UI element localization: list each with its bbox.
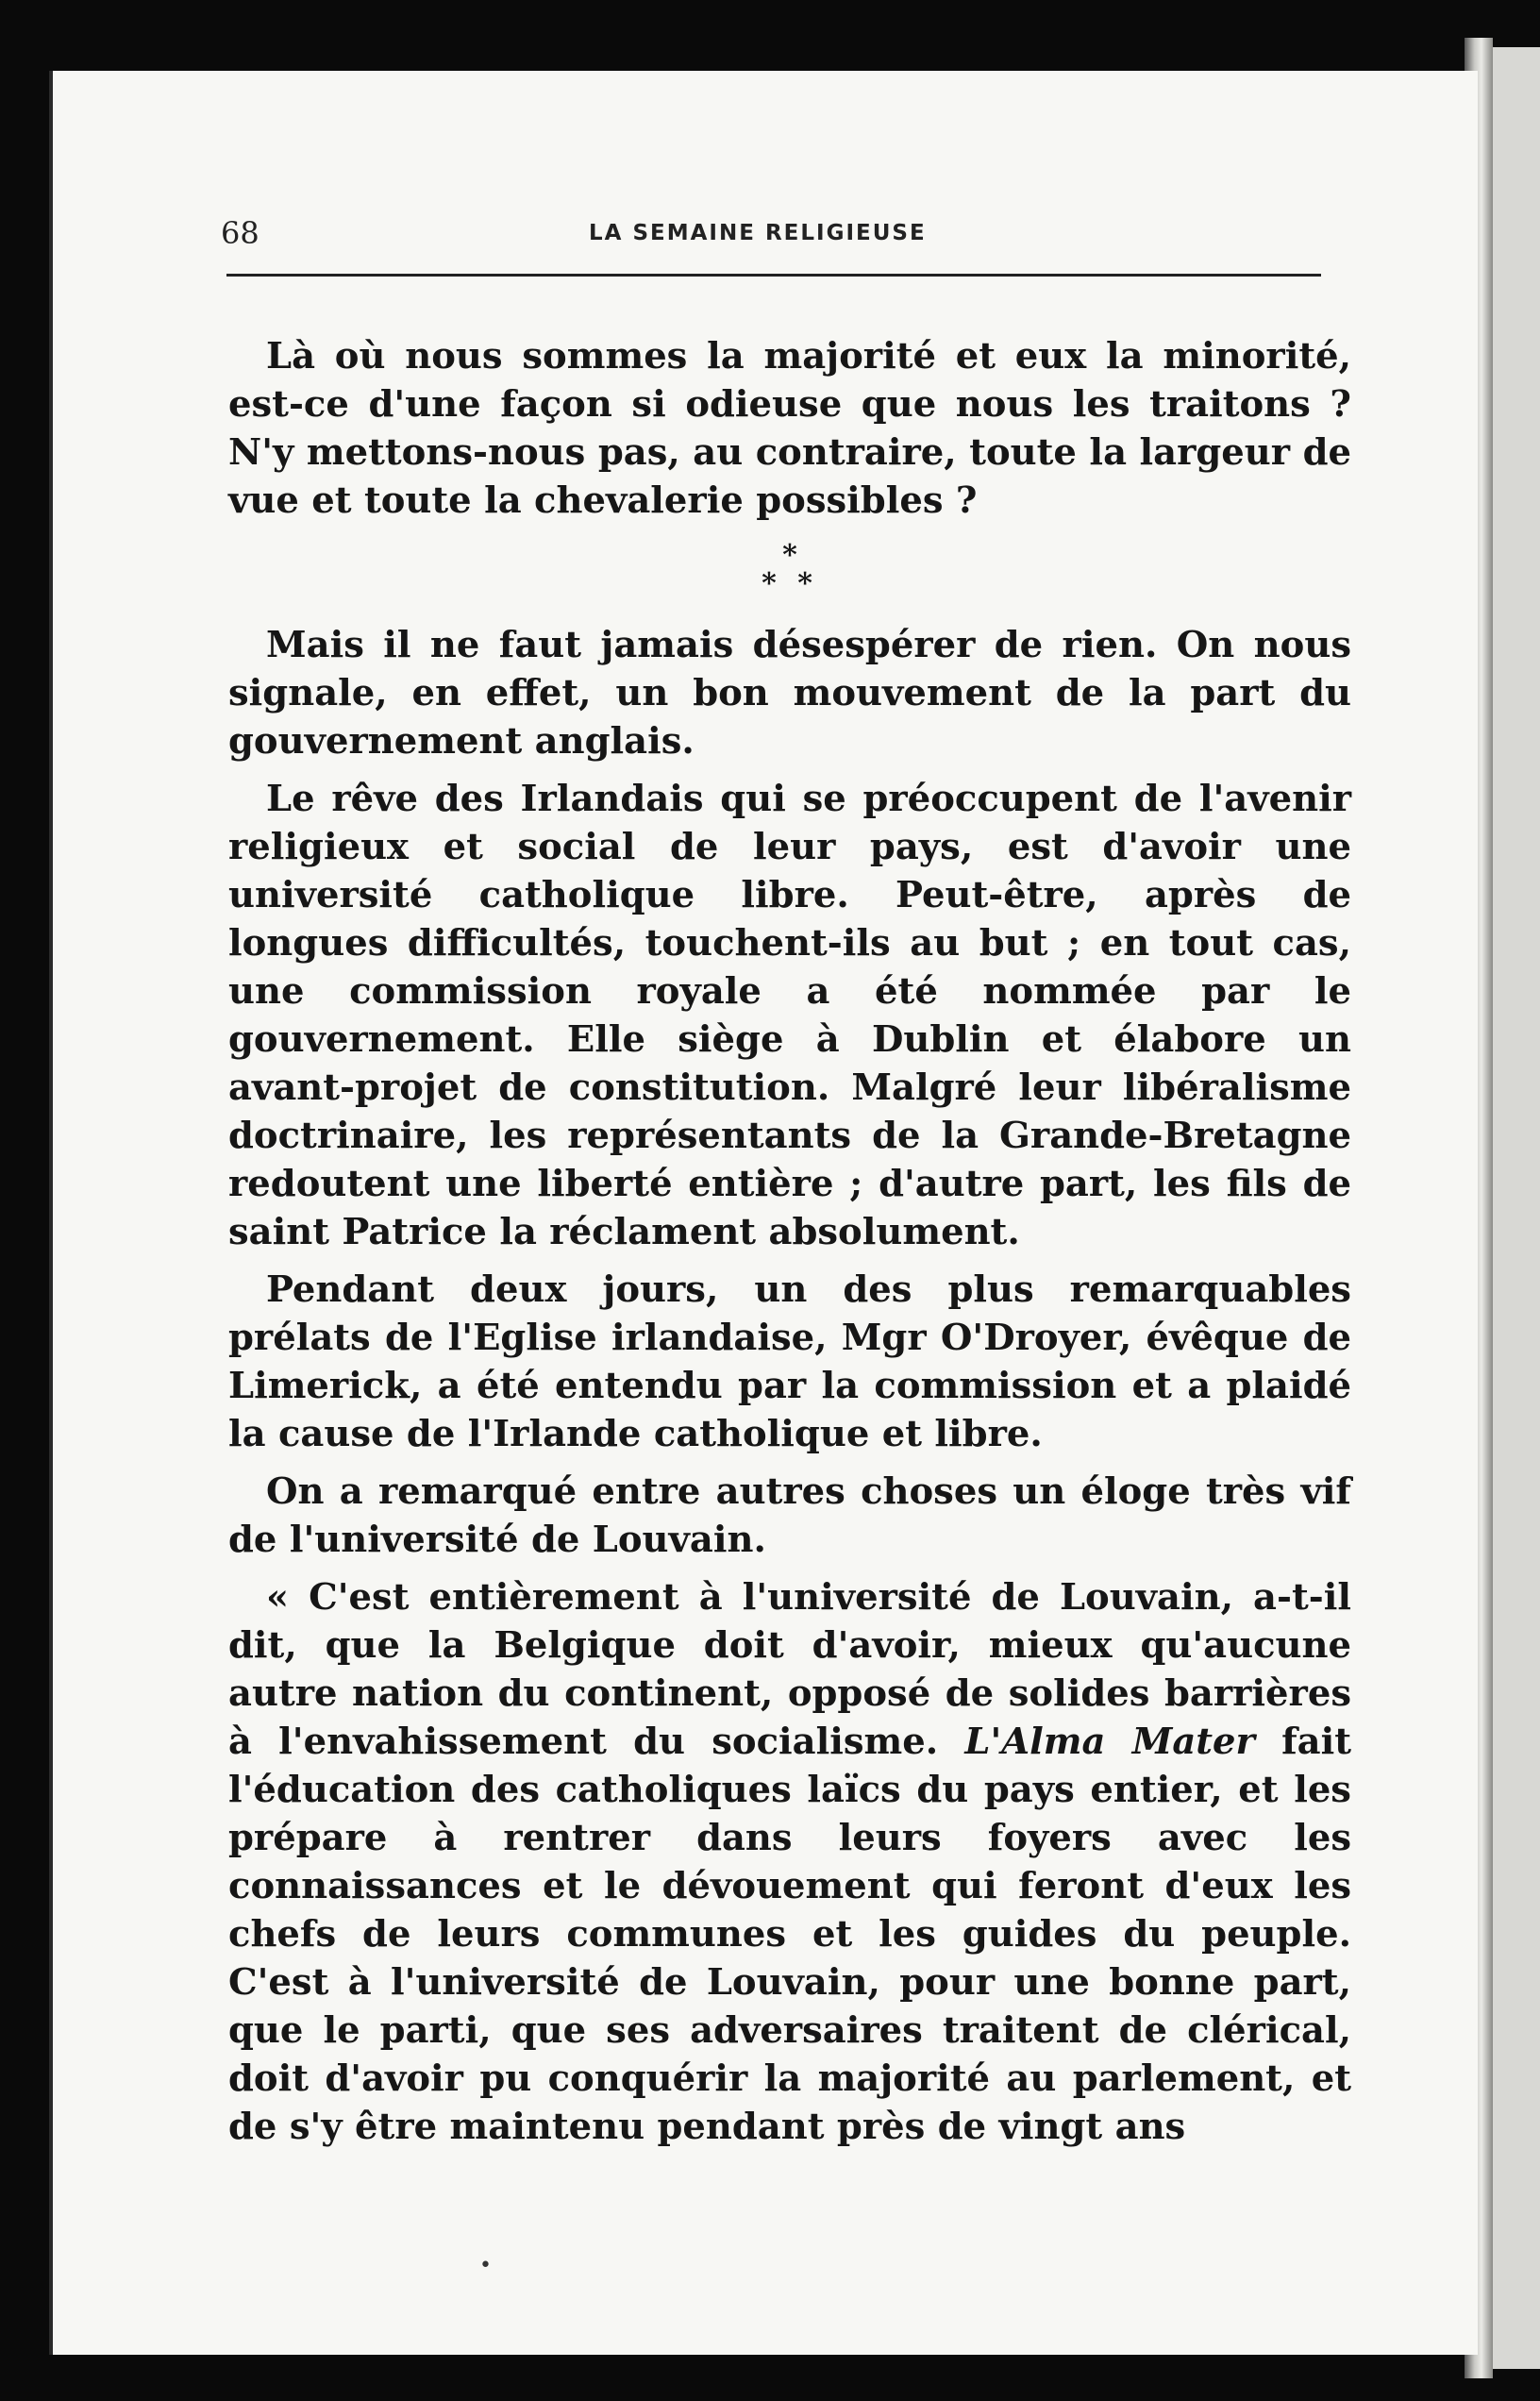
- asterism-top: *: [782, 539, 797, 572]
- asterism-bottom: * *: [762, 567, 818, 600]
- adjacent-page-edge: [1491, 47, 1540, 2369]
- section-separator-asterism: [228, 539, 1351, 600]
- paragraph: On a remarqué entre autres choses un éloge très vif de l'université de Louvain.: [228, 1470, 1351, 1561]
- alma-mater-italic: L'Alma Mater: [964, 1721, 1255, 1763]
- running-head: [221, 215, 1321, 262]
- quote-text-end: fait l'éducation des catholiques laïcs du pays entier, et les prépare à rentrer dans leurs foyers avec les connaissances et le dévouement qui feront d'eux les chefs de leurs communes et les guides du peuple. C'est à l'université de Louvain, pour une bonne part, que le parti, que ses adversaires traitent de clérical, doit d'avoir pu conquérir la majorité au parlement, et de s'y être maintenu pendant près de vingt ans: [228, 1721, 1351, 2148]
- page-number: 68: [221, 215, 259, 251]
- quote-text-start: « C'est entièrement à l'université de Louvain, a-t-il dit, que la Belgique doit d'avoir, mieux qu'aucune autre nation du continent, opposé de solides barrières à l'envahissement du socialisme.: [228, 1576, 1351, 1763]
- paragraph: Le rêve des Irlandais qui se préoccupent de l'avenir religieux et social de leur pays, est d'avoir une université catholique libre. Peut-être, après de longues difficultés, touchent-ils au but ; en tout cas, une commission royale a été nommée par le gouvernement. Elle siège à Dublin et élabore un avant-projet de constitution. Malgré leur libéralisme doctrinaire, les représentants de la Grande-Bretagne redoutent une liberté entière ; d'autre part, les fils de saint Patrice la réclament absolument.: [228, 778, 1351, 1253]
- header-rule: [226, 274, 1321, 277]
- paragraph: Pendant deux jours, un des plus remarquables prélats de l'Eglise irlandaise, Mgr O'Droyer, évêque de Limerick, a été entendu par la commission et a plaidé la cause de l'Irlande catholique et libre.: [228, 1268, 1351, 1455]
- body-text: [228, 332, 1351, 2151]
- quoted-paragraph: [228, 1573, 1351, 2151]
- footer-mark: •: [479, 2254, 492, 2277]
- paragraph: Là où nous sommes la majorité et eux la minorité, est-ce d'une façon si odieuse que nous les traitons ? N'y mettons-nous pas, au contraire, toute la largeur de vue et toute la chevalerie possibles ?: [228, 335, 1351, 522]
- paragraph: Mais il ne faut jamais désespérer de rien. On nous signale, en effet, un bon mouvement de la part du gouvernement anglais.: [228, 624, 1351, 763]
- running-title: LA SEMAINE RELIGIEUSE: [589, 221, 927, 245]
